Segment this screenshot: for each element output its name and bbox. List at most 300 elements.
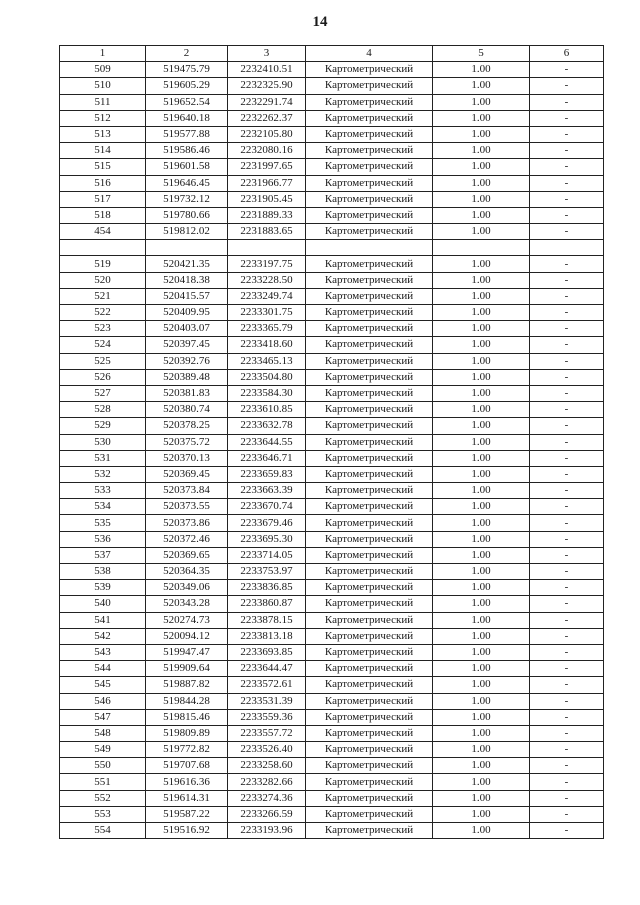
accuracy-cell: 1.00 <box>433 499 530 515</box>
accuracy-cell: 1.00 <box>433 175 530 191</box>
point-number-cell: 512 <box>60 110 146 126</box>
table-row <box>60 806 604 822</box>
table-row <box>60 110 604 126</box>
x-coordinate-cell: 520380.74 <box>146 402 228 418</box>
point-number-cell: 514 <box>60 143 146 159</box>
table-row <box>60 418 604 434</box>
x-coordinate-cell: 519772.82 <box>146 742 228 758</box>
y-coordinate-cell: 2233557.72 <box>228 725 306 741</box>
y-coordinate-cell: 2231883.65 <box>228 224 306 240</box>
point-number-cell: 522 <box>60 305 146 321</box>
table-row <box>60 790 604 806</box>
note-cell: - <box>530 628 604 644</box>
x-coordinate-cell: 519815.46 <box>146 709 228 725</box>
x-coordinate-cell: 519586.46 <box>146 143 228 159</box>
method-cell: Картометрический <box>306 62 433 78</box>
point-number-cell: 535 <box>60 515 146 531</box>
x-coordinate-cell <box>146 240 228 256</box>
note-cell: - <box>530 385 604 401</box>
y-coordinate-cell: 2233258.60 <box>228 758 306 774</box>
note-cell: - <box>530 531 604 547</box>
method-cell: Картометрический <box>306 466 433 482</box>
accuracy-cell: 1.00 <box>433 62 530 78</box>
method-cell: Картометрический <box>306 207 433 223</box>
method-cell: Картометрический <box>306 823 433 839</box>
table-row <box>60 240 604 256</box>
method-cell: Картометрический <box>306 385 433 401</box>
table-row <box>60 191 604 207</box>
x-coordinate-cell: 519780.66 <box>146 207 228 223</box>
method-cell: Картометрический <box>306 337 433 353</box>
note-cell: - <box>530 499 604 515</box>
table-row <box>60 94 604 110</box>
point-number-cell: 549 <box>60 742 146 758</box>
note-cell: - <box>530 94 604 110</box>
x-coordinate-cell: 520409.95 <box>146 305 228 321</box>
y-coordinate-cell: 2232291.74 <box>228 94 306 110</box>
y-coordinate-cell: 2233644.55 <box>228 434 306 450</box>
x-coordinate-cell: 519646.45 <box>146 175 228 191</box>
accuracy-cell: 1.00 <box>433 644 530 660</box>
accuracy-cell: 1.00 <box>433 742 530 758</box>
method-cell: Картометрический <box>306 515 433 531</box>
note-cell: - <box>530 580 604 596</box>
y-coordinate-cell: 2233584.30 <box>228 385 306 401</box>
x-coordinate-cell: 520378.25 <box>146 418 228 434</box>
accuracy-cell: 1.00 <box>433 191 530 207</box>
method-cell: Картометрический <box>306 725 433 741</box>
x-coordinate-cell: 519616.36 <box>146 774 228 790</box>
point-number-cell: 541 <box>60 612 146 628</box>
point-number-cell: 547 <box>60 709 146 725</box>
table-row <box>60 321 604 337</box>
table-row <box>60 224 604 240</box>
table-row <box>60 596 604 612</box>
x-coordinate-cell: 520372.46 <box>146 531 228 547</box>
method-cell: Картометрический <box>306 126 433 142</box>
note-cell: - <box>530 418 604 434</box>
accuracy-cell: 1.00 <box>433 596 530 612</box>
note-cell: - <box>530 256 604 272</box>
accuracy-cell: 1.00 <box>433 693 530 709</box>
column-header: 1 <box>60 46 146 62</box>
note-cell: - <box>530 612 604 628</box>
point-number-cell: 544 <box>60 661 146 677</box>
accuracy-cell: 1.00 <box>433 159 530 175</box>
note-cell: - <box>530 110 604 126</box>
accuracy-cell: 1.00 <box>433 806 530 822</box>
table-row <box>60 272 604 288</box>
y-coordinate-cell: 2233531.39 <box>228 693 306 709</box>
accuracy-cell: 1.00 <box>433 434 530 450</box>
note-cell: - <box>530 450 604 466</box>
method-cell: Картометрический <box>306 256 433 272</box>
method-cell: Картометрический <box>306 450 433 466</box>
method-cell: Картометрический <box>306 661 433 677</box>
point-number-cell: 526 <box>60 369 146 385</box>
y-coordinate-cell: 2233266.59 <box>228 806 306 822</box>
x-coordinate-cell: 519809.89 <box>146 725 228 741</box>
table-row <box>60 353 604 369</box>
table-row <box>60 693 604 709</box>
table-row <box>60 175 604 191</box>
point-number-cell: 538 <box>60 564 146 580</box>
y-coordinate-cell: 2233365.79 <box>228 321 306 337</box>
note-cell: - <box>530 321 604 337</box>
method-cell: Картометрический <box>306 580 433 596</box>
table-row <box>60 126 604 142</box>
x-coordinate-cell: 520373.84 <box>146 483 228 499</box>
table-row <box>60 62 604 78</box>
method-cell: Картометрический <box>306 564 433 580</box>
table-row <box>60 774 604 790</box>
table-row <box>60 450 604 466</box>
accuracy-cell <box>433 240 530 256</box>
point-number-cell: 520 <box>60 272 146 288</box>
x-coordinate-cell: 519947.47 <box>146 644 228 660</box>
point-number-cell: 540 <box>60 596 146 612</box>
y-coordinate-cell: 2231905.45 <box>228 191 306 207</box>
x-coordinate-cell: 519887.82 <box>146 677 228 693</box>
point-number-cell: 551 <box>60 774 146 790</box>
coordinates-table <box>59 45 604 839</box>
accuracy-cell: 1.00 <box>433 547 530 563</box>
x-coordinate-cell: 519909.64 <box>146 661 228 677</box>
x-coordinate-cell: 519577.88 <box>146 126 228 142</box>
y-coordinate-cell: 2231889.33 <box>228 207 306 223</box>
table-row <box>60 305 604 321</box>
point-number-cell: 537 <box>60 547 146 563</box>
point-number-cell: 516 <box>60 175 146 191</box>
y-coordinate-cell: 2233646.71 <box>228 450 306 466</box>
method-cell: Картометрический <box>306 288 433 304</box>
x-coordinate-cell: 519652.54 <box>146 94 228 110</box>
note-cell: - <box>530 369 604 385</box>
y-coordinate-cell: 2233663.39 <box>228 483 306 499</box>
x-coordinate-cell: 520418.38 <box>146 272 228 288</box>
method-cell: Картометрический <box>306 305 433 321</box>
point-number-cell: 529 <box>60 418 146 434</box>
accuracy-cell: 1.00 <box>433 207 530 223</box>
note-cell: - <box>530 758 604 774</box>
point-number-cell: 545 <box>60 677 146 693</box>
method-cell: Картометрический <box>306 369 433 385</box>
point-number-cell: 511 <box>60 94 146 110</box>
method-cell: Картометрический <box>306 531 433 547</box>
x-coordinate-cell: 519707.68 <box>146 758 228 774</box>
accuracy-cell: 1.00 <box>433 628 530 644</box>
table-header-row <box>60 46 604 62</box>
x-coordinate-cell: 520364.35 <box>146 564 228 580</box>
note-cell: - <box>530 402 604 418</box>
note-cell: - <box>530 159 604 175</box>
method-cell: Картометрический <box>306 224 433 240</box>
point-number-cell: 532 <box>60 466 146 482</box>
accuracy-cell: 1.00 <box>433 725 530 741</box>
point-number-cell: 523 <box>60 321 146 337</box>
table-row <box>60 402 604 418</box>
accuracy-cell: 1.00 <box>433 321 530 337</box>
accuracy-cell: 1.00 <box>433 612 530 628</box>
accuracy-cell: 1.00 <box>433 531 530 547</box>
x-coordinate-cell: 520369.45 <box>146 466 228 482</box>
point-number-cell: 539 <box>60 580 146 596</box>
method-cell: Картометрический <box>306 644 433 660</box>
y-coordinate-cell: 2233526.40 <box>228 742 306 758</box>
accuracy-cell: 1.00 <box>433 94 530 110</box>
method-cell: Картометрический <box>306 709 433 725</box>
note-cell: - <box>530 466 604 482</box>
table-row <box>60 742 604 758</box>
method-cell: Картометрический <box>306 402 433 418</box>
x-coordinate-cell: 519844.28 <box>146 693 228 709</box>
y-coordinate-cell: 2232262.37 <box>228 110 306 126</box>
point-number-cell: 518 <box>60 207 146 223</box>
y-coordinate-cell: 2232325.90 <box>228 78 306 94</box>
method-cell: Картометрический <box>306 547 433 563</box>
method-cell: Картометрический <box>306 110 433 126</box>
point-number-cell: 546 <box>60 693 146 709</box>
y-coordinate-cell <box>228 240 306 256</box>
note-cell: - <box>530 224 604 240</box>
y-coordinate-cell: 2232080.16 <box>228 143 306 159</box>
note-cell: - <box>530 337 604 353</box>
method-cell: Картометрический <box>306 353 433 369</box>
y-coordinate-cell: 2232105.80 <box>228 126 306 142</box>
note-cell: - <box>530 126 604 142</box>
y-coordinate-cell: 2233610.85 <box>228 402 306 418</box>
note-cell: - <box>530 143 604 159</box>
x-coordinate-cell: 519516.92 <box>146 823 228 839</box>
x-coordinate-cell: 519614.31 <box>146 790 228 806</box>
x-coordinate-cell: 520397.45 <box>146 337 228 353</box>
accuracy-cell: 1.00 <box>433 337 530 353</box>
x-coordinate-cell: 520373.55 <box>146 499 228 515</box>
note-cell: - <box>530 677 604 693</box>
point-number-cell: 534 <box>60 499 146 515</box>
method-cell: Картометрический <box>306 191 433 207</box>
x-coordinate-cell: 520349.06 <box>146 580 228 596</box>
x-coordinate-cell: 520389.48 <box>146 369 228 385</box>
x-coordinate-cell: 520369.65 <box>146 547 228 563</box>
table-row <box>60 159 604 175</box>
table-row <box>60 207 604 223</box>
table-row <box>60 143 604 159</box>
note-cell: - <box>530 644 604 660</box>
column-header: 3 <box>228 46 306 62</box>
accuracy-cell: 1.00 <box>433 110 530 126</box>
note-cell: - <box>530 62 604 78</box>
method-cell: Картометрический <box>306 596 433 612</box>
note-cell: - <box>530 547 604 563</box>
x-coordinate-cell: 520392.76 <box>146 353 228 369</box>
note-cell: - <box>530 515 604 531</box>
point-number-cell: 519 <box>60 256 146 272</box>
accuracy-cell: 1.00 <box>433 305 530 321</box>
note-cell: - <box>530 305 604 321</box>
x-coordinate-cell: 520403.07 <box>146 321 228 337</box>
y-coordinate-cell: 2233301.75 <box>228 305 306 321</box>
y-coordinate-cell: 2233504.80 <box>228 369 306 385</box>
y-coordinate-cell: 2233228.50 <box>228 272 306 288</box>
point-number-cell: 509 <box>60 62 146 78</box>
point-number-cell: 510 <box>60 78 146 94</box>
y-coordinate-cell: 2233274.36 <box>228 790 306 806</box>
table-row <box>60 628 604 644</box>
y-coordinate-cell: 2233693.85 <box>228 644 306 660</box>
table-row <box>60 515 604 531</box>
table-row <box>60 677 604 693</box>
method-cell: Картометрический <box>306 806 433 822</box>
note-cell: - <box>530 709 604 725</box>
method-cell: Картометрический <box>306 94 433 110</box>
x-coordinate-cell: 520274.73 <box>146 612 228 628</box>
method-cell: Картометрический <box>306 790 433 806</box>
point-number-cell: 528 <box>60 402 146 418</box>
note-cell: - <box>530 434 604 450</box>
y-coordinate-cell: 2233659.83 <box>228 466 306 482</box>
y-coordinate-cell: 2231966.77 <box>228 175 306 191</box>
note-cell: - <box>530 661 604 677</box>
accuracy-cell: 1.00 <box>433 126 530 142</box>
point-number-cell <box>60 240 146 256</box>
y-coordinate-cell: 2233813.18 <box>228 628 306 644</box>
method-cell: Картометрический <box>306 143 433 159</box>
point-number-cell: 554 <box>60 823 146 839</box>
y-coordinate-cell: 2233679.46 <box>228 515 306 531</box>
point-number-cell: 454 <box>60 224 146 240</box>
accuracy-cell: 1.00 <box>433 256 530 272</box>
point-number-cell: 513 <box>60 126 146 142</box>
method-cell: Картометрический <box>306 628 433 644</box>
point-number-cell: 550 <box>60 758 146 774</box>
note-cell: - <box>530 823 604 839</box>
method-cell: Картометрический <box>306 78 433 94</box>
method-cell: Картометрический <box>306 483 433 499</box>
point-number-cell: 530 <box>60 434 146 450</box>
x-coordinate-cell: 519475.79 <box>146 62 228 78</box>
x-coordinate-cell: 520094.12 <box>146 628 228 644</box>
x-coordinate-cell: 520375.72 <box>146 434 228 450</box>
method-cell: Картометрический <box>306 321 433 337</box>
x-coordinate-cell: 520421.35 <box>146 256 228 272</box>
note-cell: - <box>530 596 604 612</box>
table-row <box>60 499 604 515</box>
accuracy-cell: 1.00 <box>433 224 530 240</box>
accuracy-cell: 1.00 <box>433 758 530 774</box>
y-coordinate-cell: 2233878.15 <box>228 612 306 628</box>
table-row <box>60 288 604 304</box>
x-coordinate-cell: 519812.02 <box>146 224 228 240</box>
y-coordinate-cell: 2233418.60 <box>228 337 306 353</box>
x-coordinate-cell: 520343.28 <box>146 596 228 612</box>
point-number-cell: 527 <box>60 385 146 401</box>
accuracy-cell: 1.00 <box>433 385 530 401</box>
point-number-cell: 515 <box>60 159 146 175</box>
y-coordinate-cell: 2233572.61 <box>228 677 306 693</box>
table-row <box>60 531 604 547</box>
y-coordinate-cell: 2232410.51 <box>228 62 306 78</box>
point-number-cell: 552 <box>60 790 146 806</box>
column-header: 4 <box>306 46 433 62</box>
accuracy-cell: 1.00 <box>433 143 530 159</box>
method-cell: Картометрический <box>306 434 433 450</box>
method-cell: Картометрический <box>306 693 433 709</box>
note-cell: - <box>530 725 604 741</box>
y-coordinate-cell: 2231997.65 <box>228 159 306 175</box>
note-cell: - <box>530 175 604 191</box>
column-header: 2 <box>146 46 228 62</box>
y-coordinate-cell: 2233714.05 <box>228 547 306 563</box>
x-coordinate-cell: 519640.18 <box>146 110 228 126</box>
note-cell: - <box>530 272 604 288</box>
note-cell: - <box>530 806 604 822</box>
note-cell: - <box>530 191 604 207</box>
point-number-cell: 533 <box>60 483 146 499</box>
accuracy-cell: 1.00 <box>433 823 530 839</box>
method-cell <box>306 240 433 256</box>
point-number-cell: 525 <box>60 353 146 369</box>
page-number: 14 <box>312 14 328 30</box>
y-coordinate-cell: 2233465.13 <box>228 353 306 369</box>
accuracy-cell: 1.00 <box>433 564 530 580</box>
table-row <box>60 483 604 499</box>
accuracy-cell: 1.00 <box>433 709 530 725</box>
table-row <box>60 823 604 839</box>
point-number-cell: 548 <box>60 725 146 741</box>
table-row <box>60 466 604 482</box>
x-coordinate-cell: 519601.58 <box>146 159 228 175</box>
method-cell: Картометрический <box>306 499 433 515</box>
note-cell: - <box>530 288 604 304</box>
table-row <box>60 256 604 272</box>
method-cell: Картометрический <box>306 418 433 434</box>
note-cell: - <box>530 353 604 369</box>
y-coordinate-cell: 2233753.97 <box>228 564 306 580</box>
accuracy-cell: 1.00 <box>433 466 530 482</box>
accuracy-cell: 1.00 <box>433 353 530 369</box>
x-coordinate-cell: 519732.12 <box>146 191 228 207</box>
y-coordinate-cell: 2233249.74 <box>228 288 306 304</box>
point-number-cell: 521 <box>60 288 146 304</box>
table-row <box>60 434 604 450</box>
accuracy-cell: 1.00 <box>433 418 530 434</box>
point-number-cell: 536 <box>60 531 146 547</box>
accuracy-cell: 1.00 <box>433 78 530 94</box>
table-row <box>60 547 604 563</box>
accuracy-cell: 1.00 <box>433 369 530 385</box>
y-coordinate-cell: 2233282.66 <box>228 774 306 790</box>
x-coordinate-cell: 520415.57 <box>146 288 228 304</box>
point-number-cell: 543 <box>60 644 146 660</box>
table-row <box>60 725 604 741</box>
note-cell <box>530 240 604 256</box>
method-cell: Картометрический <box>306 742 433 758</box>
x-coordinate-cell: 520370.13 <box>146 450 228 466</box>
x-coordinate-cell: 519605.29 <box>146 78 228 94</box>
table-row <box>60 644 604 660</box>
method-cell: Картометрический <box>306 159 433 175</box>
point-number-cell: 531 <box>60 450 146 466</box>
table-row <box>60 564 604 580</box>
accuracy-cell: 1.00 <box>433 483 530 499</box>
x-coordinate-cell: 520373.86 <box>146 515 228 531</box>
y-coordinate-cell: 2233197.75 <box>228 256 306 272</box>
note-cell: - <box>530 564 604 580</box>
point-number-cell: 553 <box>60 806 146 822</box>
accuracy-cell: 1.00 <box>433 402 530 418</box>
table-body <box>60 62 604 839</box>
